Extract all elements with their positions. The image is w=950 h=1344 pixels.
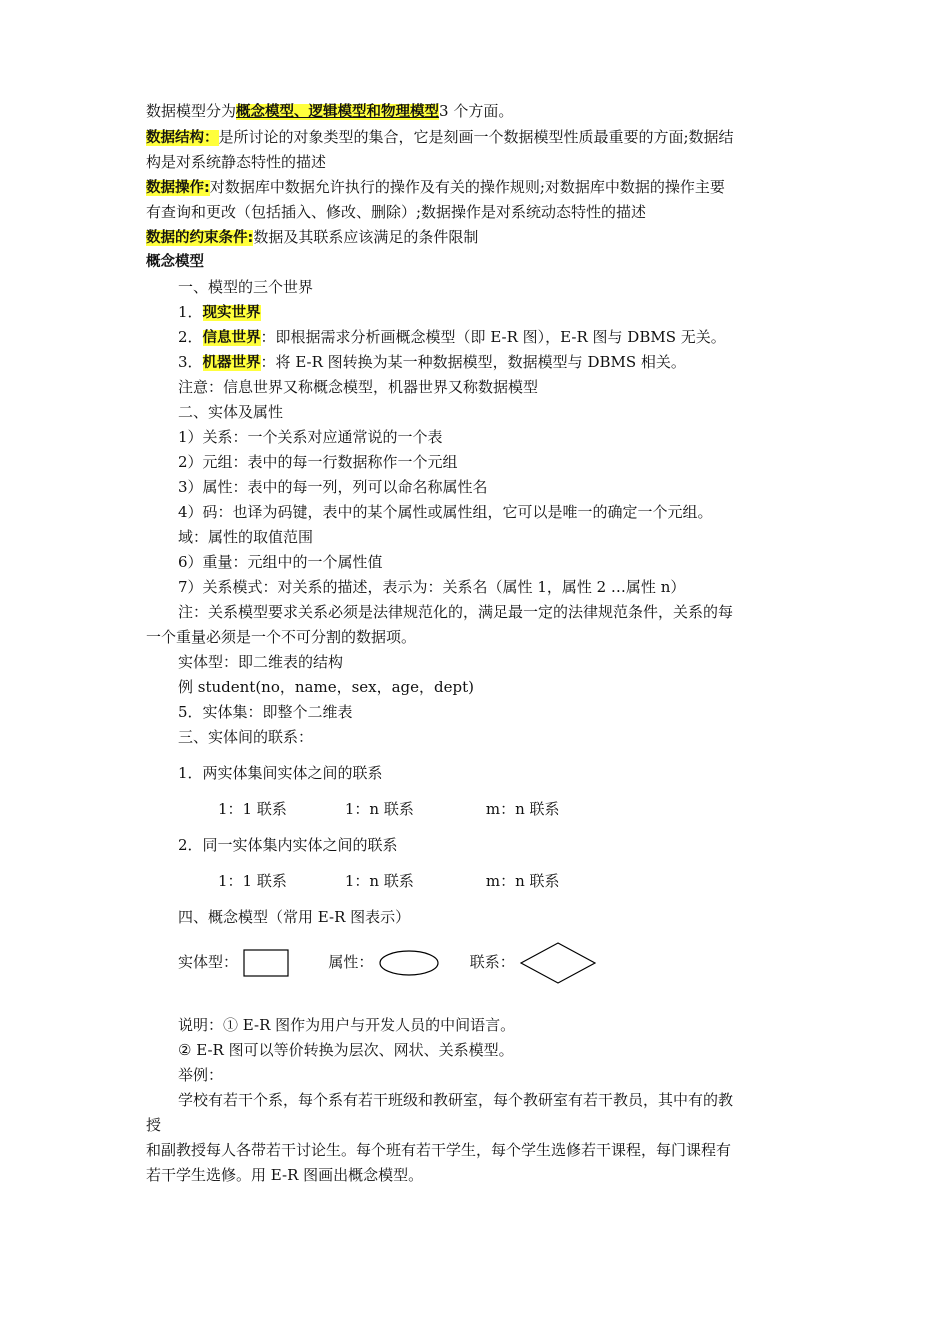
er-example-line-2: 授 (146, 1116, 162, 1134)
concept-heading: 概念模型 (146, 254, 204, 270)
entity-item-4: 4）码：也译为码键，表中的某个属性或属性组，它可以是唯一的确定一个元组。 (178, 503, 713, 521)
intro-prefix: 数据模型分为 (146, 102, 237, 120)
world-1-term: 现实世界 (202, 305, 261, 321)
intro-highlight: 概念模型、逻辑模型和物理模型 (236, 104, 440, 120)
entity-item-6: 6）重量：元组中的一个属性值 (178, 553, 383, 571)
structure-line-2: 构是对系统静态特性的描述 (146, 153, 327, 171)
entity-item-2: 2）元组：表中的每一行数据称作一个元组 (178, 453, 458, 471)
operation-text-1: 对数据库中数据允许执行的操作及有关的操作规则;对数据库中数据的操作主要 (209, 178, 725, 196)
er-example-line-4: 若干学生选修。用 E-R 图画出概念模型。 (146, 1166, 424, 1184)
world-2-num: 2． (178, 328, 203, 346)
er-attribute-ellipse-icon (378, 949, 440, 977)
operation-term: 数据操作: (146, 180, 210, 196)
structure-line-1 (146, 126, 734, 149)
constraint-term: 数据的约束条件: (146, 230, 254, 246)
intro-line (146, 100, 513, 123)
relations-within-set: 2．同一实体集内实体之间的联系 (178, 836, 398, 854)
operation-line-2: 有查询和更改（包括插入、修改、删除）;数据操作是对系统动态特性的描述 (146, 203, 647, 221)
relation-kind-mton: m：n 联系 (485, 872, 560, 890)
entity-item-5: 域：属性的取值范围 (178, 528, 314, 546)
world-2-term: 信息世界 (202, 330, 261, 346)
structure-text-1: 是所讨论的对象类型的集合，它是刻画一个数据模型性质最重要的方面;数据结 (218, 128, 734, 146)
intro-suffix: 3 个方面。 (439, 102, 514, 120)
world-1 (178, 301, 261, 324)
er-example-label: 举例： (178, 1066, 224, 1084)
er-entity-rectangle-icon (243, 949, 289, 977)
relation-kind-1to1: 1：1 联系 (218, 872, 287, 890)
world-2-text: ：即根据需求分析画概念模型（即 E-R 图），E-R 图与 DBMS 无关。 (260, 328, 726, 346)
relation-kind-1ton: 1：n 联系 (344, 800, 414, 818)
entity-note-1: 注：关系模型要求关系必须是法律规范化的，满足最一定的法律规范条件，关系的每 (178, 603, 734, 621)
er-relation-diamond-icon (520, 942, 596, 984)
entity-type-def: 实体型：即二维表的结构 (178, 653, 344, 671)
world-2 (178, 326, 726, 349)
relations-between-sets: 1．两实体集间实体之间的联系 (178, 764, 383, 782)
relation-kinds-1 (218, 798, 560, 820)
relation-kind-1to1: 1：1 联系 (218, 800, 287, 818)
constraint-line (146, 226, 478, 249)
entity-heading: 二、实体及属性 (178, 403, 284, 421)
world-3-term: 机器世界 (202, 355, 261, 371)
relation-kind-1ton: 1：n 联系 (344, 872, 414, 890)
entity-item-3: 3）属性：表中的每一列，列可以命名称属性名 (178, 478, 488, 496)
er-relation-label: 联系： (469, 953, 515, 971)
world-1-num: 1． (178, 303, 203, 321)
entity-example: 例 student(no，name，sex，age，dept) (178, 678, 474, 696)
er-explain-1: 说明：① E-R 图作为用户与开发人员的中间语言。 (178, 1016, 516, 1034)
structure-term: 数据结构： (146, 130, 219, 146)
er-legend (178, 940, 596, 984)
er-attribute-label: 属性： (328, 953, 374, 971)
entity-note-2: 一个重量必须是一个不可分割的数据项。 (146, 628, 417, 646)
er-explain-2: ② E-R 图可以等价转换为层次、网状、关系模型。 (178, 1041, 514, 1059)
entity-set-def: 5．实体集：即整个二维表 (178, 703, 353, 721)
entity-item-7: 7）关系模式：对关系的描述，表示为：关系名（属性 1，属性 2 …属性 n） (178, 578, 686, 596)
worlds-heading: 一、模型的三个世界 (178, 278, 314, 296)
relation-kinds-2 (218, 870, 560, 892)
operation-line-1 (146, 176, 725, 199)
relation-kind-mton: m：n 联系 (485, 800, 560, 818)
world-3-num: 3． (178, 353, 203, 371)
worlds-note: 注意：信息世界又称概念模型，机器世界又称数据模型 (178, 378, 539, 396)
world-3-text: ：将 E-R 图转换为某一种数据模型，数据模型与 DBMS 相关。 (260, 353, 686, 371)
constraint-text: 数据及其联系应该满足的条件限制 (253, 228, 479, 246)
er-entity-label: 实体型： (178, 953, 239, 971)
relations-heading: 三、实体间的联系： (178, 728, 314, 746)
world-3 (178, 351, 686, 374)
er-heading: 四、概念模型（常用 E-R 图表示） (178, 908, 411, 926)
er-example-line-3: 和副教授每人各带若干讨论生。每个班有若干学生，每个学生选修若干课程，每门课程有 (146, 1141, 732, 1159)
er-example-line-1: 学校有若干个系，每个系有若干班级和教研室，每个教研室有若干教员，其中有的教 (178, 1091, 734, 1109)
entity-item-1: 1）关系：一个关系对应通常说的一个表 (178, 428, 443, 446)
